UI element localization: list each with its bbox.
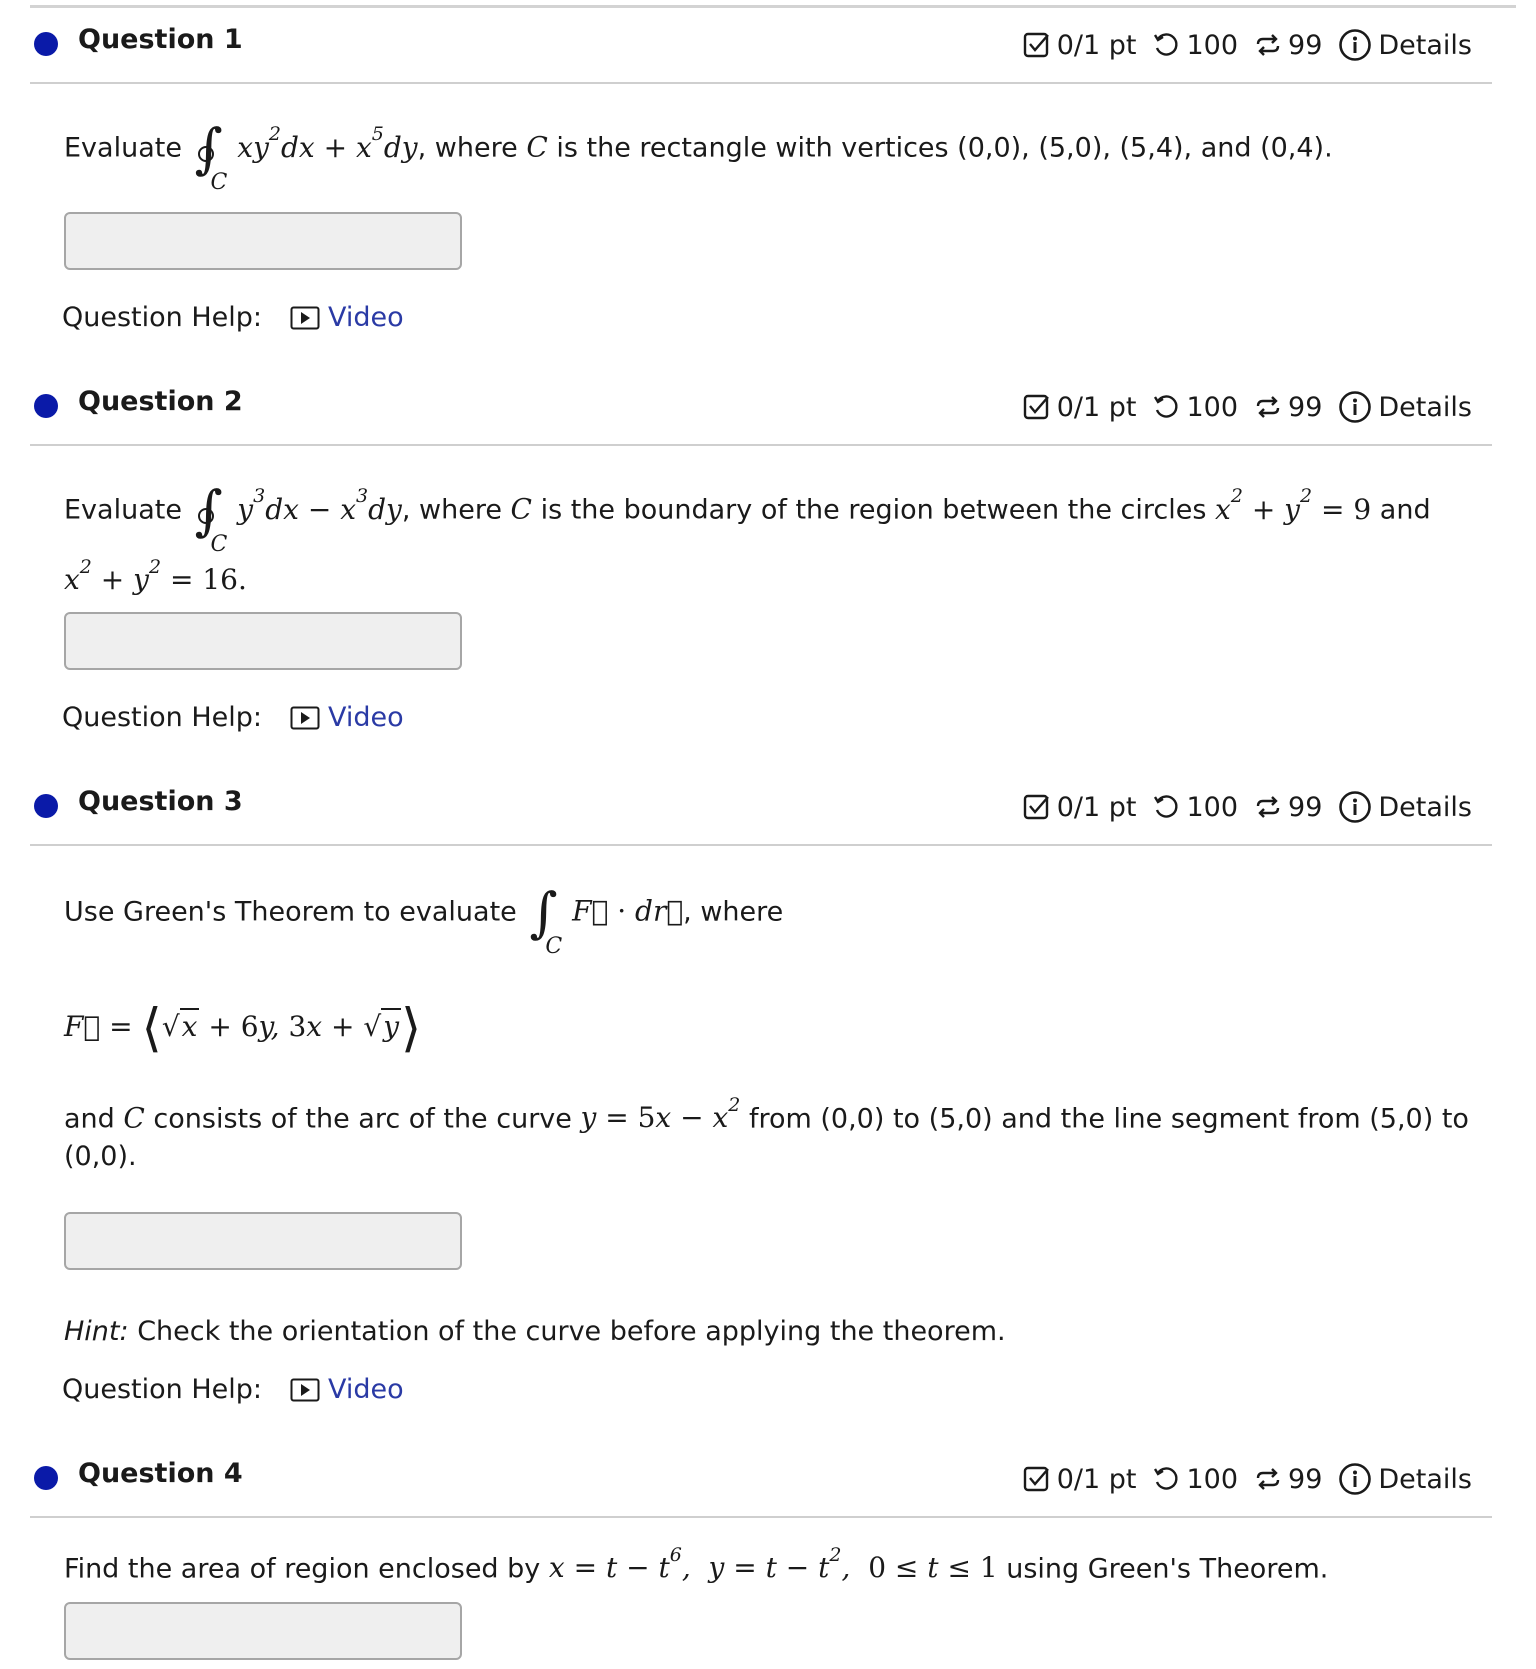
help-label: Question Help: — [62, 1374, 262, 1405]
question-3-curve-line1 — [64, 1094, 1469, 1138]
question-3-curve-line2 — [64, 1138, 137, 1176]
circle-equation-1: $x^2 + y^2 = 9$ — [1215, 485, 1372, 526]
points-indicator — [1023, 30, 1137, 61]
retries-text: 100 — [1186, 29, 1239, 61]
video-link[interactable] — [290, 702, 404, 733]
hint-label: Hint: — [64, 1316, 129, 1347]
points-text: 0/1 pt — [1056, 1463, 1137, 1495]
checkbox-icon — [1023, 31, 1051, 59]
retry-icon — [1152, 1465, 1180, 1493]
details-label: Details — [1378, 791, 1472, 823]
play-icon — [290, 706, 320, 730]
question-help — [62, 702, 404, 733]
checkbox-icon — [1023, 793, 1051, 821]
answer-input-1[interactable] — [64, 212, 462, 270]
question-3-prompt — [64, 881, 784, 959]
attempts-indicator — [1254, 792, 1322, 823]
video-link[interactable] — [290, 302, 404, 333]
video-label: Video — [328, 1374, 404, 1405]
points-indicator — [1023, 1464, 1137, 1495]
retry-icon — [1152, 793, 1180, 821]
vector-field: F⃗ = ⟨√x + 6y, 3x + √y⟩ — [64, 998, 422, 1058]
details-label: Details — [1378, 391, 1472, 423]
question-2-prompt — [64, 479, 1431, 557]
question-title: Question 4 — [78, 1458, 243, 1489]
retries-text: 100 — [1186, 391, 1239, 423]
curve-symbol: C — [526, 130, 548, 164]
question-status-dot — [34, 1466, 58, 1490]
details-button[interactable] — [1338, 28, 1472, 62]
video-label: Video — [328, 702, 404, 733]
segment-end-text: (0,0). — [64, 1141, 137, 1172]
help-label: Question Help: — [62, 302, 262, 333]
question-2-prompt-line2 — [64, 556, 247, 600]
attempts-indicator — [1254, 1464, 1322, 1495]
integrand: $xy^2dx + x^5dy$ — [237, 123, 418, 164]
info-icon — [1338, 28, 1372, 62]
question-3-header — [30, 768, 1492, 846]
lead-text: Find the area of region enclosed by — [64, 1553, 541, 1585]
repeat-icon — [1254, 793, 1282, 821]
prompt-tail: using Green's Theorem. — [1006, 1553, 1329, 1585]
info-icon — [1338, 1462, 1372, 1496]
question-help — [62, 302, 404, 333]
curve-text: consists of the arc of the curve — [153, 1103, 572, 1135]
where-text: , where — [401, 494, 502, 526]
question-title: Question 1 — [78, 24, 243, 55]
answer-input-4[interactable] — [64, 1602, 462, 1660]
where-text: , where — [417, 132, 518, 164]
play-icon — [290, 1378, 320, 1402]
hint — [64, 1316, 1006, 1347]
repeat-icon — [1254, 1465, 1282, 1493]
question-title: Question 2 — [78, 386, 243, 417]
details-button[interactable] — [1338, 1462, 1472, 1496]
question-status-dot — [34, 794, 58, 818]
attempts-text: 99 — [1288, 391, 1323, 423]
question-4-header — [30, 1440, 1492, 1518]
retries-indicator — [1152, 792, 1238, 823]
line-integral-sign: ∫ C — [529, 881, 563, 959]
question-meta — [1023, 790, 1472, 824]
attempts-text: 99 — [1288, 791, 1323, 823]
checkbox-icon — [1023, 393, 1051, 421]
checkbox-icon — [1023, 1465, 1051, 1493]
details-button[interactable] — [1338, 790, 1472, 824]
retries-indicator — [1152, 1464, 1238, 1495]
info-icon — [1338, 390, 1372, 424]
retry-icon — [1152, 393, 1180, 421]
attempts-text: 99 — [1288, 29, 1323, 61]
retries-indicator — [1152, 392, 1238, 423]
lead-text: Use Green's Theorem to evaluate — [64, 896, 517, 928]
question-meta — [1023, 390, 1472, 424]
retries-indicator — [1152, 30, 1238, 61]
integrand: F⃗ · dr⃗ — [572, 894, 684, 928]
question-1-prompt — [64, 117, 1333, 195]
question-status-dot — [34, 32, 58, 56]
answer-input-3[interactable] — [64, 1212, 462, 1270]
prompt-tail: is the rectangle with vertices (0,0), (5,0), (5,4), and (0,4). — [556, 132, 1333, 164]
circle-equation-2: $x^2 + y^2 = 16$. — [64, 556, 247, 597]
points-text: 0/1 pt — [1056, 791, 1137, 823]
question-meta — [1023, 28, 1472, 62]
points-indicator — [1023, 792, 1137, 823]
curve-symbol: C — [510, 492, 532, 526]
contour-integral-sign: ∫ C — [194, 117, 228, 195]
parametric-equations: $x = t - t^6$, $y = t - t^2$, 0 ≤ t ≤ 1 — [548, 1544, 998, 1585]
help-label: Question Help: — [62, 702, 262, 733]
attempts-text: 99 — [1288, 1463, 1323, 1495]
contour-integral-sign: ∫ C — [194, 479, 228, 557]
evaluate-text: Evaluate — [64, 494, 182, 526]
attempts-indicator — [1254, 392, 1322, 423]
and-text: and — [64, 1103, 115, 1135]
hint-text: Check the orientation of the curve before applying the theorem. — [137, 1316, 1006, 1347]
details-label: Details — [1378, 1463, 1472, 1495]
question-status-dot — [34, 394, 58, 418]
attempts-indicator — [1254, 30, 1322, 61]
answer-input-2[interactable] — [64, 612, 462, 670]
curve-equation: $y = 5x - x^2$ — [580, 1094, 741, 1135]
curve-symbol: C — [123, 1101, 145, 1135]
question-4-prompt — [64, 1544, 1329, 1588]
evaluate-text: Evaluate — [64, 132, 182, 164]
retry-icon — [1152, 31, 1180, 59]
question-title: Question 3 — [78, 786, 243, 817]
video-link[interactable] — [290, 1374, 404, 1405]
repeat-icon — [1254, 393, 1282, 421]
and-text: and — [1379, 494, 1431, 526]
retries-text: 100 — [1186, 1463, 1239, 1495]
question-2-header — [30, 368, 1492, 446]
points-text: 0/1 pt — [1056, 29, 1137, 61]
points-text: 0/1 pt — [1056, 391, 1137, 423]
question-1-header — [30, 6, 1492, 84]
points-indicator — [1023, 392, 1137, 423]
where-text: , where — [683, 896, 784, 928]
vector-field-definition — [64, 998, 422, 1058]
repeat-icon — [1254, 31, 1282, 59]
info-icon — [1338, 790, 1372, 824]
retries-text: 100 — [1186, 791, 1239, 823]
details-label: Details — [1378, 29, 1472, 61]
prompt-middle: is the boundary of the region between the circles — [540, 494, 1207, 526]
integrand: $y^3dx - x^3dy$ — [237, 485, 402, 526]
details-button[interactable] — [1338, 390, 1472, 424]
question-help — [62, 1374, 404, 1405]
play-icon — [290, 306, 320, 330]
question-meta — [1023, 1462, 1472, 1496]
segment-text: from (0,0) to (5,0) and the line segment from (5,0) to — [748, 1103, 1469, 1135]
video-label: Video — [328, 302, 404, 333]
